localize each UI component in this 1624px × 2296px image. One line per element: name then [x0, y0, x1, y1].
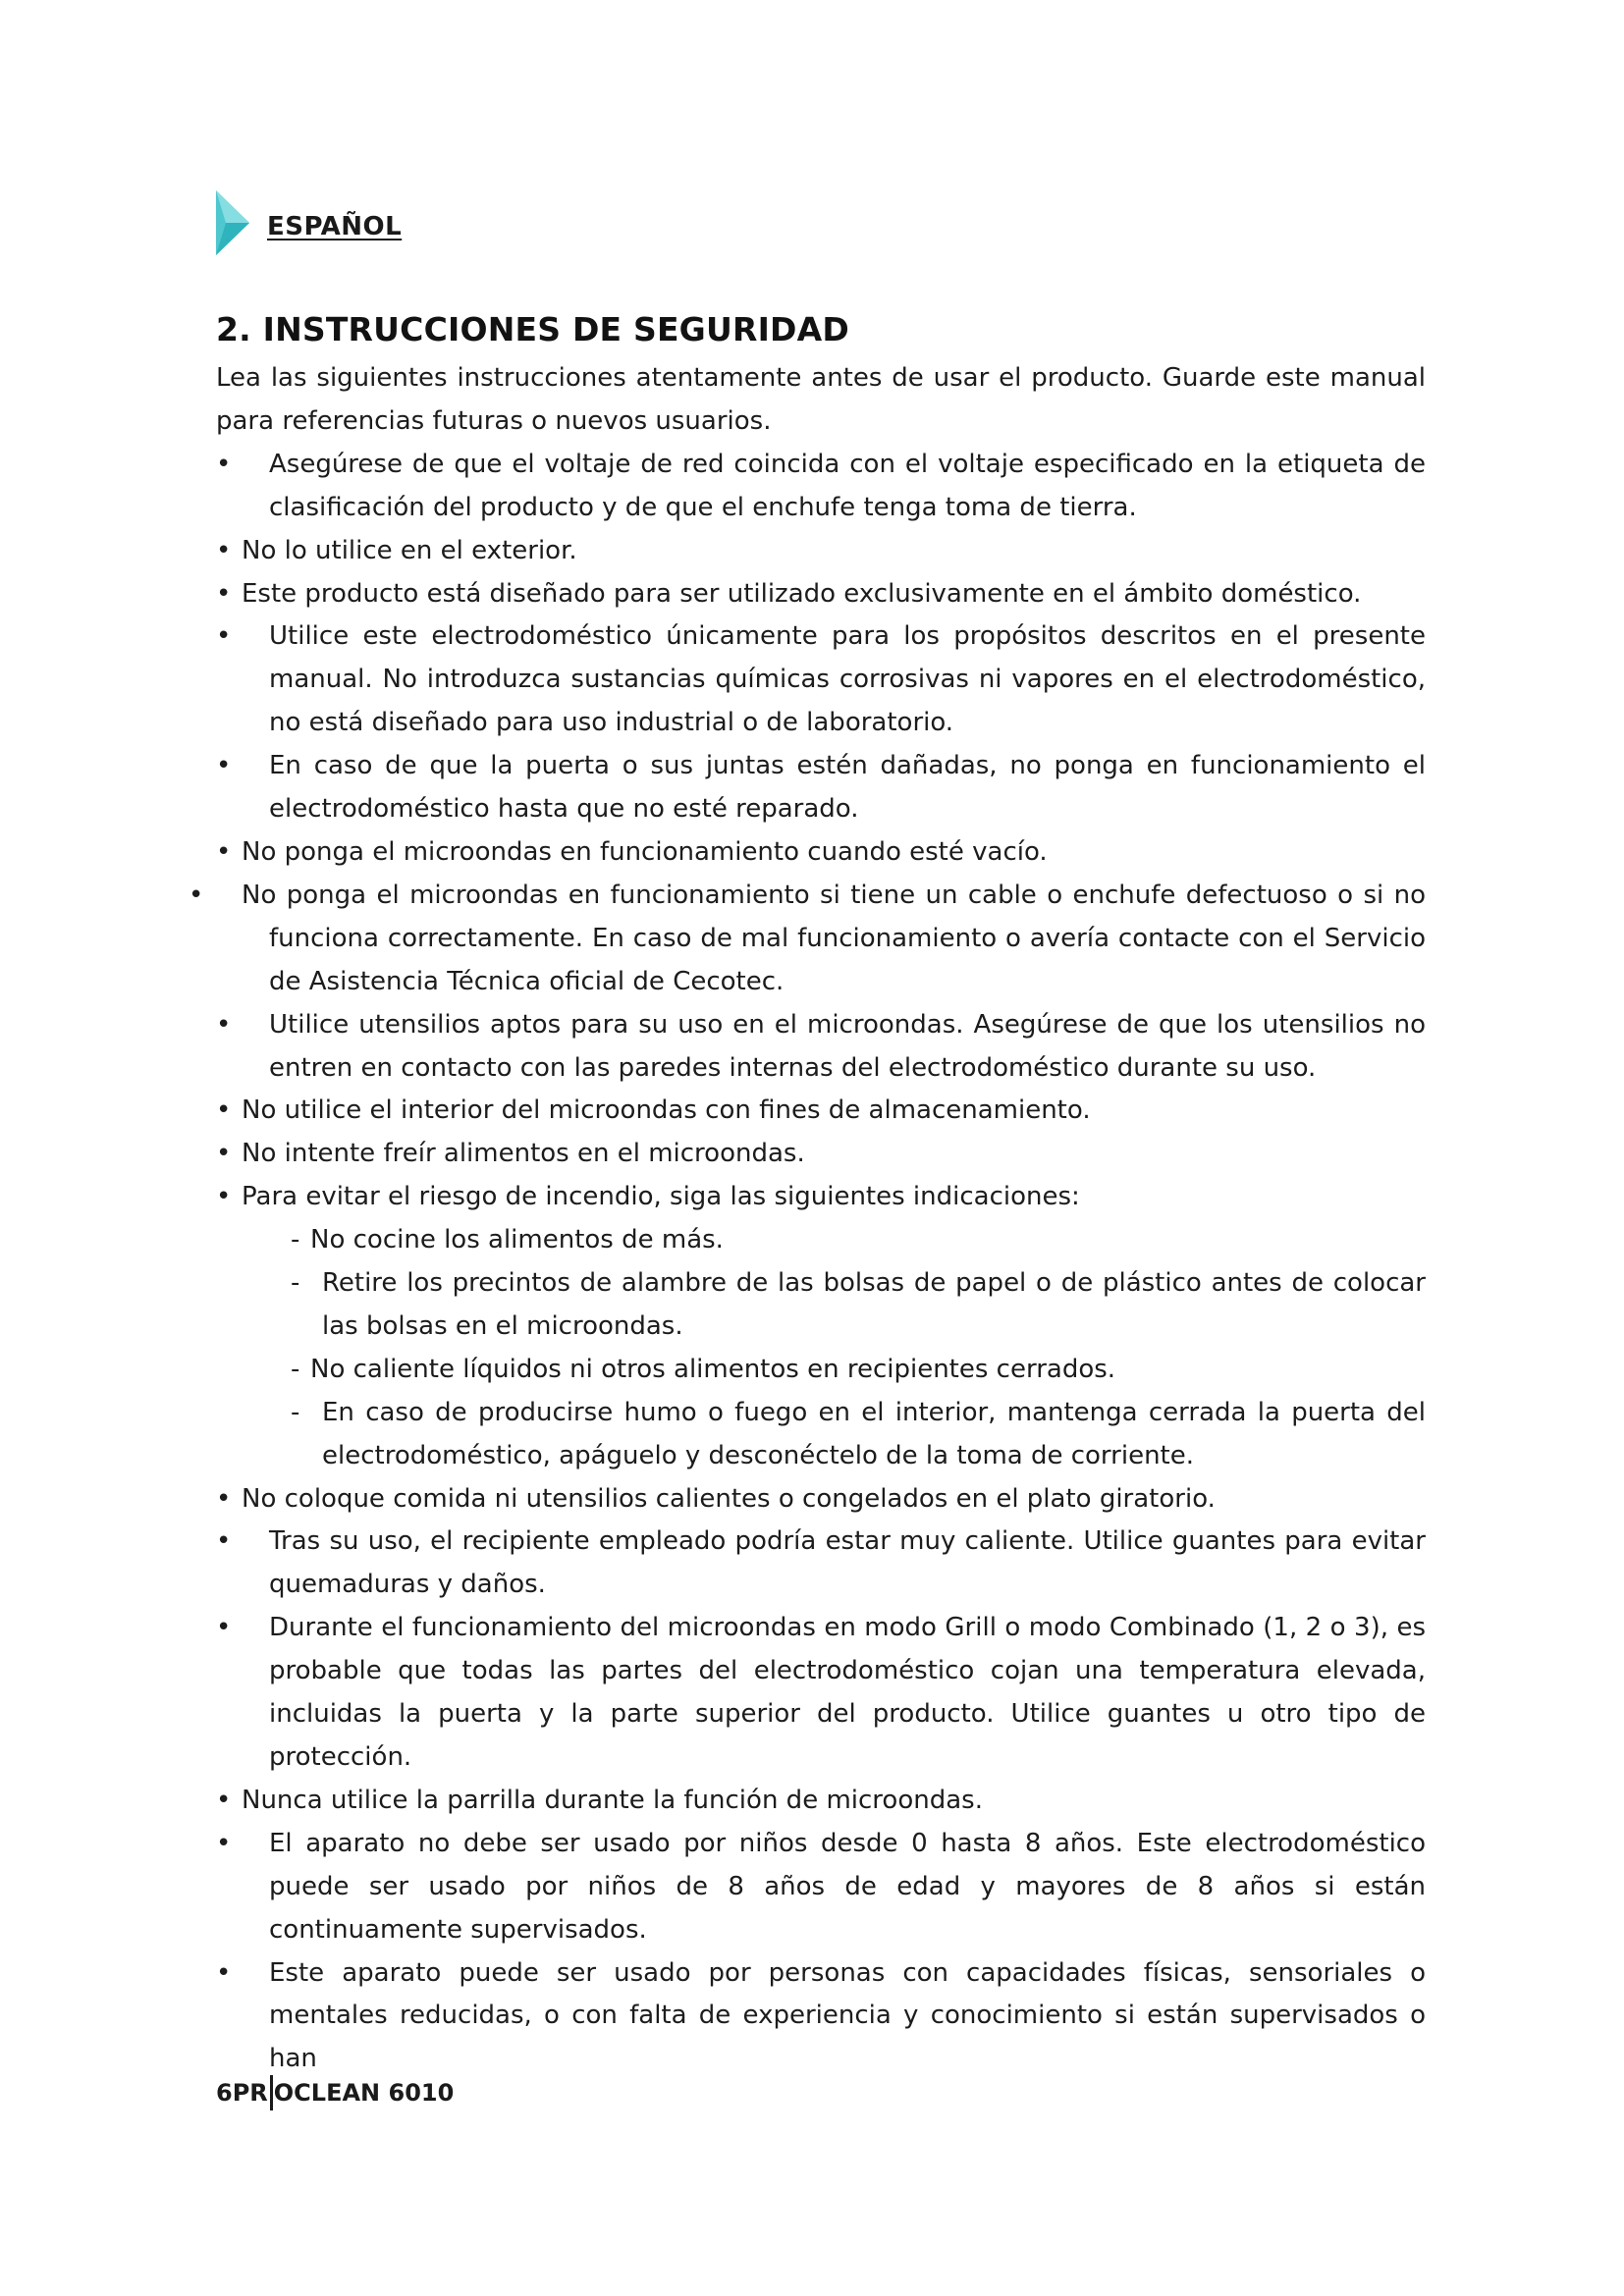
safety-list-continued: [216, 1478, 1426, 2082]
list-item: • Este aparato puede ser usado por personas con capacidades físicas, sensoriales o mentales reducidas, o con falta de experiencia y conocimiento si están supervisados o han: [216, 1952, 1426, 2082]
list-item: • No utilice el interior del microondas con fines de almacenamiento.: [216, 1090, 1426, 1133]
list-item: • Asegúrese de que el voltaje de red coincida con el voltaje especificado en la etiqueta de clasificación del producto y de que el enchufe tenga toma de tierra.: [216, 444, 1426, 530]
list-item: • En caso de que la puerta o sus juntas estén dañadas, no ponga en funcionamiento el electrodoméstico hasta que no esté reparado.: [216, 745, 1426, 831]
footer-separator: [270, 2075, 273, 2110]
list-item: [216, 1176, 1426, 1219]
fire-risk-intro: Para evitar el riesgo de incendio, siga las siguientes indicaciones:: [242, 1182, 1080, 1212]
list-item: • Utilice utensilios aptos para su uso en el microondas. Asegúrese de que los utensilios no entren en contacto con las paredes internas del electrodoméstico durante su uso.: [216, 1004, 1426, 1091]
list-item: • Este producto está diseñado para ser utilizado exclusivamente en el ámbito doméstico.: [216, 573, 1426, 616]
list-item: • No lo utilice en el exterior.: [216, 530, 1426, 573]
sub-list-item: - En caso de producirse humo o fuego en el interior, mantenga cerrada la puerta del electrodoméstico, apáguelo y desconéctelo de la toma de corriente.: [216, 1392, 1426, 1478]
safety-instructions: [216, 357, 1426, 2081]
list-item: • No intente freír alimentos en el microondas.: [216, 1133, 1426, 1176]
list-item: • Nunca utilice la parrilla durante la función de microondas.: [216, 1780, 1426, 1823]
sub-list-item: - No caliente líquidos ni otros alimentos en recipientes cerrados.: [216, 1349, 1426, 1392]
sub-list-item: - Retire los precintos de alambre de las bolsas de papel o de plástico antes de colocar las bolsas en el microondas.: [216, 1262, 1426, 1349]
intro-paragraph: Lea las siguientes instrucciones atentamente antes de usar el producto. Guarde este manual para referencias futuras o nuevos usuarios.: [216, 363, 1426, 436]
list-item: • No ponga el microondas en funcionamiento si tiene un cable o enchufe defectuoso o si no funciona correctamente. En caso de mal funcionamiento o avería contacte con el Servicio de Asistencia Técnica oficial de Cecotec.: [216, 875, 1426, 1004]
list-item: • Durante el funcionamiento del microondas en modo Grill o modo Combinado (1, 2 o 3), es probable que todas las partes del electrodoméstico cojan una temperatura elevada, incluidas la puerta y la parte superior del producto. Utilice guantes u otro tipo de protección.: [216, 1607, 1426, 1780]
language-header: [216, 190, 609, 255]
list-item: • No coloque comida ni utensilios calientes o congelados en el plato giratorio.: [216, 1478, 1426, 1522]
fire-risk-sublist: [216, 1219, 1426, 1477]
page-footer: [216, 2075, 454, 2110]
page-number: 6: [216, 2079, 233, 2107]
language-label: ESPAÑOL: [267, 212, 403, 241]
sub-list-item: - No cocine los alimentos de más.: [216, 1219, 1426, 1262]
list-item: • No ponga el microondas en funcionamiento cuando esté vacío.: [216, 831, 1426, 875]
product-name-left: PR: [232, 2079, 268, 2107]
section-title: 2. INSTRUCCIONES DE SEGURIDAD: [216, 310, 849, 348]
safety-list: [216, 444, 1426, 1219]
product-name-right: OCLEAN 6010: [273, 2079, 455, 2107]
arrow-marker-icon: [216, 190, 249, 255]
list-item: • El aparato no debe ser usado por niños desde 0 hasta 8 años. Este electrodoméstico puede ser usado por niños de 8 años de edad y mayores de 8 años si están continuamente supervisados.: [216, 1823, 1426, 1952]
list-item: • Utilice este electrodoméstico únicamente para los propósitos descritos en el presente manual. No introduzca sustancias químicas corrosivas ni vapores en el electrodoméstico, no está diseñado para uso industrial o de laboratorio.: [216, 615, 1426, 745]
list-item: • Tras su uso, el recipiente empleado podría estar muy caliente. Utilice guantes para evitar quemaduras y daños.: [216, 1521, 1426, 1607]
